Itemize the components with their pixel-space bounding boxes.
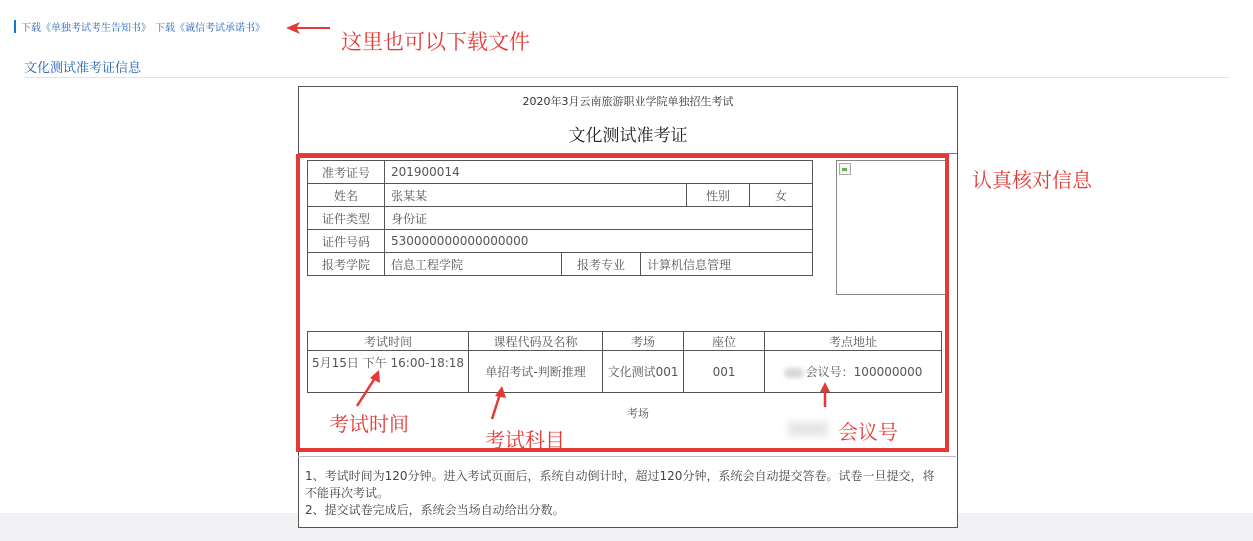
- course-cell: 单招考试-判断推理: [469, 351, 603, 393]
- exam-notes: [305, 468, 945, 519]
- seat-cell: 001: [684, 351, 765, 393]
- name-value: 张某某: [385, 184, 687, 207]
- header-room: 考场: [603, 332, 684, 351]
- exam-subject-annotation: 考试科目: [485, 428, 565, 452]
- room-cell: 文化测试001: [603, 351, 684, 393]
- section-title: 文化测试准考证信息: [24, 61, 142, 76]
- download-hint-annotation: 这里也可以下载文件: [341, 30, 530, 54]
- exam-time-cell: 5月15日 下午 16:00-18:18: [308, 351, 469, 393]
- id-type-value: 身份证: [385, 207, 813, 230]
- exam-time-annotation: 考试时间: [329, 412, 409, 436]
- accent-bar: [14, 20, 16, 33]
- redacted-block: [788, 422, 828, 436]
- header-seat: 座位: [684, 332, 765, 351]
- major-label: 报考专业: [562, 253, 641, 276]
- note-item: 2、提交试卷完成后，系统会当场自动给出分数。: [305, 503, 565, 517]
- header-exam-time: 考试时间: [308, 332, 469, 351]
- gender-label: 性别: [687, 184, 750, 207]
- ticket-heading: 文化测试准考证: [568, 126, 688, 146]
- note-item: 1、考试时间为120分钟。进入考试页面后，系统自动倒计时，超过120分钟，系统会自动提交答卷。试卷一旦提交，将不能再次考试。: [305, 469, 935, 500]
- name-label: 姓名: [308, 184, 385, 207]
- notes-divider: [298, 456, 956, 457]
- download-pledge-link[interactable]: 下载《诚信考试承诺书》: [155, 22, 265, 34]
- ticket-no-value: 201900014: [385, 161, 813, 184]
- arrow-up-right-icon: [355, 368, 385, 408]
- gender-value: 女: [750, 184, 813, 207]
- header-course: 课程代码及名称: [469, 332, 603, 351]
- header-address: 考点地址: [765, 332, 942, 351]
- venue-label: 考场: [627, 407, 649, 420]
- verify-annotation: 认真核对信息: [972, 168, 1092, 192]
- exam-title: 2020年3月云南旅游职业学院单独招生考试: [522, 95, 734, 108]
- id-no-value: 530000000000000000: [385, 230, 813, 253]
- id-type-label: 证件类型: [308, 207, 385, 230]
- arrow-up-icon: [819, 382, 831, 408]
- college-label: 报考学院: [308, 253, 385, 276]
- download-bar: [14, 19, 265, 33]
- download-notice-link[interactable]: 下载《单独考试考生告知书》: [21, 22, 151, 34]
- arrow-left-icon: [286, 21, 330, 35]
- major-value: 计算机信息管理: [641, 253, 813, 276]
- college-value: 信息工程学院: [385, 253, 562, 276]
- id-no-label: 证件号码: [308, 230, 385, 253]
- address-value: 会议号：100000000: [805, 365, 923, 379]
- ticket-no-label: 准考证号: [308, 161, 385, 184]
- meeting-id-annotation: 会议号: [838, 420, 898, 444]
- section-divider: [24, 77, 1229, 78]
- arrow-up-icon: [488, 386, 508, 420]
